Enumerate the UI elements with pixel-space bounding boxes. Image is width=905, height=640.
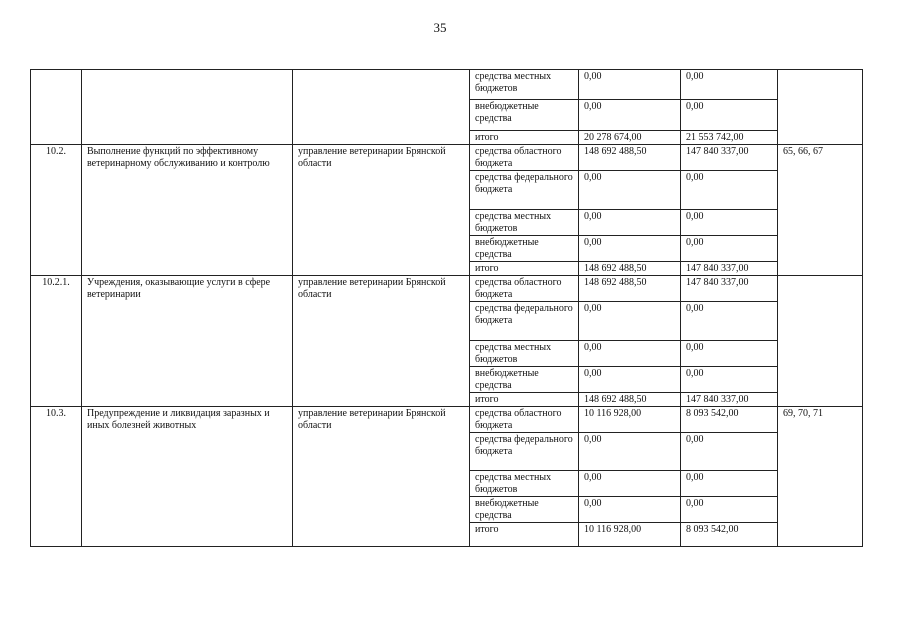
sum-period-1-cell: 0,00: [579, 171, 681, 210]
funding-source-cell: средства местных бюджетов: [470, 210, 579, 236]
funding-source-cell: итого: [470, 131, 579, 145]
sum-period-2-cell: 147 840 337,00: [681, 262, 778, 276]
sum-period-1-cell: 0,00: [579, 433, 681, 471]
item-name-cell: Предупреждение и ликвидация заразных и иных болезней животных: [82, 407, 293, 547]
item-executor-cell: управление ветеринарии Брянской области: [293, 145, 470, 276]
continuation-number-cell: [31, 70, 82, 145]
funding-source-cell: средства местных бюджетов: [470, 70, 579, 100]
funding-source-cell: средства областного бюджета: [470, 407, 579, 433]
sum-period-1-cell: 0,00: [579, 497, 681, 523]
sum-period-1-cell: 0,00: [579, 236, 681, 262]
sum-period-2-cell: 0,00: [681, 236, 778, 262]
sum-period-1-cell: 0,00: [579, 367, 681, 393]
funding-source-cell: средства областного бюджета: [470, 276, 579, 302]
sum-period-2-cell: 147 840 337,00: [681, 145, 778, 171]
funding-source-cell: итого: [470, 393, 579, 407]
item-number-cell: 10.2.: [31, 145, 82, 276]
item-name-cell: Учреждения, оказывающие услуги в сфере ветеринарии: [82, 276, 293, 407]
sum-period-1-cell: 0,00: [579, 471, 681, 497]
funding-source-cell: средства местных бюджетов: [470, 341, 579, 367]
sum-period-2-cell: 0,00: [681, 341, 778, 367]
sum-period-1-cell: 0,00: [579, 70, 681, 100]
sum-period-1-cell: 0,00: [579, 341, 681, 367]
funding-source-cell: итого: [470, 262, 579, 276]
sum-period-1-cell: 148 692 488,50: [579, 393, 681, 407]
sum-period-2-cell: 0,00: [681, 100, 778, 131]
sum-period-2-cell: 0,00: [681, 171, 778, 210]
sum-period-2-cell: 0,00: [681, 471, 778, 497]
funding-source-cell: средства федерального бюджета: [470, 433, 579, 471]
continuation-name-cell: [82, 70, 293, 145]
funding-source-cell: внебюджетные средства: [470, 100, 579, 131]
sum-period-2-cell: 147 840 337,00: [681, 393, 778, 407]
sum-period-2-cell: 0,00: [681, 302, 778, 341]
sum-period-1-cell: 0,00: [579, 100, 681, 131]
funding-source-cell: итого: [470, 523, 579, 547]
table-row: [31, 276, 863, 302]
sum-period-2-cell: 0,00: [681, 433, 778, 471]
sum-period-1-cell: 0,00: [579, 210, 681, 236]
sum-period-2-cell: 0,00: [681, 210, 778, 236]
sum-period-1-cell: 0,00: [579, 302, 681, 341]
funding-source-cell: средства местных бюджетов: [470, 471, 579, 497]
table-row: [31, 70, 863, 100]
sum-period-2-cell: 0,00: [681, 497, 778, 523]
sum-period-2-cell: 147 840 337,00: [681, 276, 778, 302]
sum-period-1-cell: 148 692 488,50: [579, 276, 681, 302]
item-number-cell: 10.3.: [31, 407, 82, 547]
budget-table: [30, 69, 863, 547]
sum-period-1-cell: 10 116 928,00: [579, 523, 681, 547]
sum-period-2-cell: 8 093 542,00: [681, 523, 778, 547]
table-row: [31, 407, 863, 433]
continuation-indicators-cell: [778, 70, 863, 145]
sum-period-1-cell: 148 692 488,50: [579, 145, 681, 171]
continuation-executor-cell: [293, 70, 470, 145]
funding-source-cell: внебюджетные средства: [470, 236, 579, 262]
sum-period-2-cell: 8 093 542,00: [681, 407, 778, 433]
item-name-cell: Выполнение функций по эффективному ветеринарному обслуживанию и контролю: [82, 145, 293, 276]
funding-source-cell: средства федерального бюджета: [470, 302, 579, 341]
sum-period-1-cell: 148 692 488,50: [579, 262, 681, 276]
funding-source-cell: средства областного бюджета: [470, 145, 579, 171]
sum-period-1-cell: 10 116 928,00: [579, 407, 681, 433]
page-number: 35: [433, 20, 447, 35]
funding-source-cell: внебюджетные средства: [470, 367, 579, 393]
item-number-cell: 10.2.1.: [31, 276, 82, 407]
funding-source-cell: внебюджетные средства: [470, 497, 579, 523]
item-indicators-cell: 69, 70, 71: [778, 407, 863, 547]
item-indicators-cell: [778, 276, 863, 407]
table-row: [31, 145, 863, 171]
sum-period-2-cell: 21 553 742,00: [681, 131, 778, 145]
item-executor-cell: управление ветеринарии Брянской области: [293, 407, 470, 547]
item-indicators-cell: 65, 66, 67: [778, 145, 863, 276]
sum-period-2-cell: 0,00: [681, 367, 778, 393]
sum-period-1-cell: 20 278 674,00: [579, 131, 681, 145]
sum-period-2-cell: 0,00: [681, 70, 778, 100]
funding-source-cell: средства федерального бюджета: [470, 171, 579, 210]
item-executor-cell: управление ветеринарии Брянской области: [293, 276, 470, 407]
